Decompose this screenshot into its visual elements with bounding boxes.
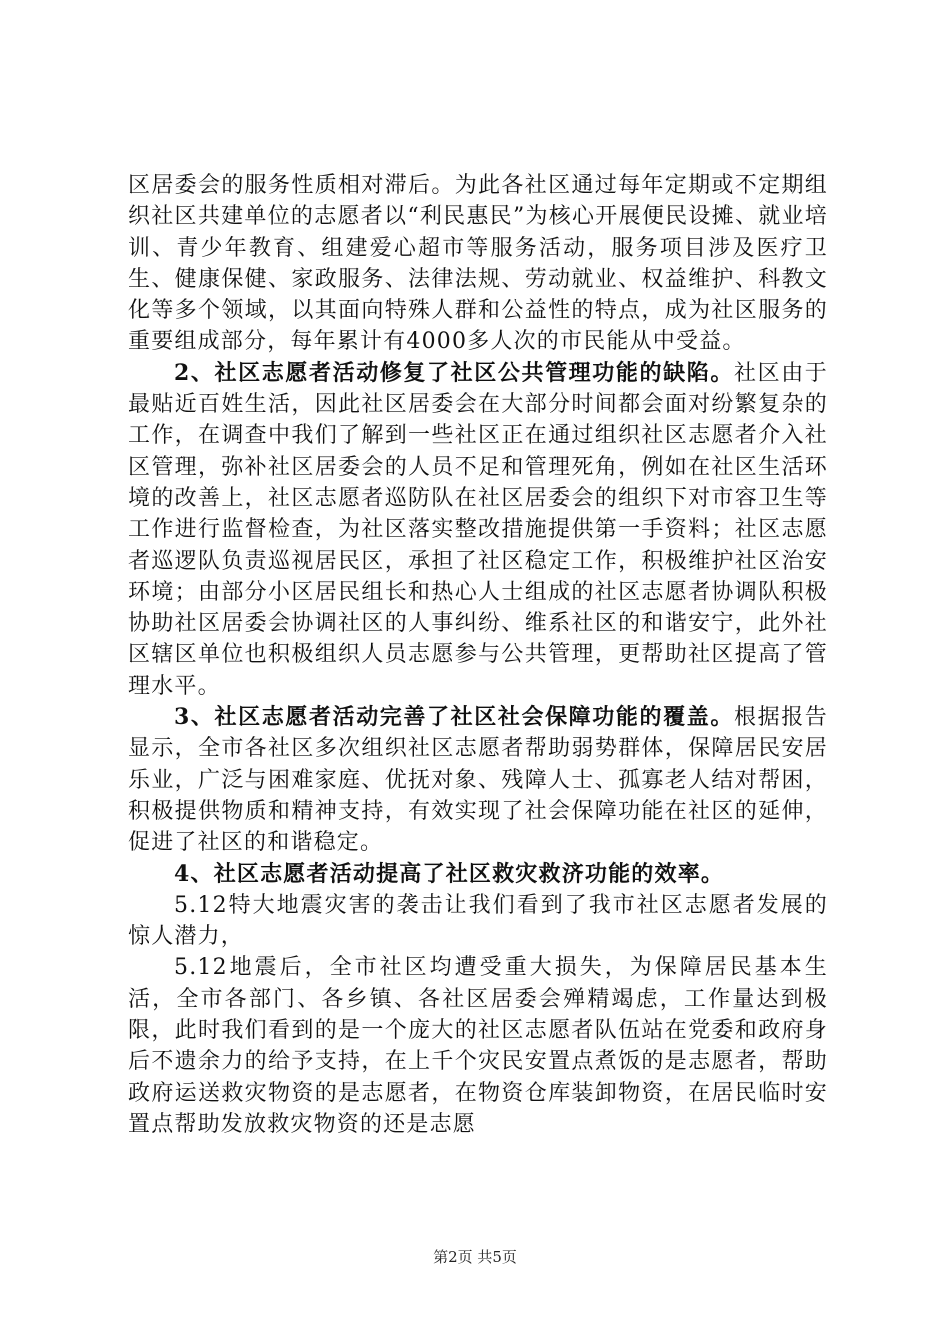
paragraph-text: 根据报告显示，全市各社区多次组织社区志愿者帮助弱势群体，保障居民安居乐业，广泛与困难家庭、优抚对象、残障人士、孤寡老人结对帮困，积极提供物质和精神支持，有效实现了社会保障功能在社区的延伸，促进了社区的和谐稳定。	[128, 705, 829, 856]
paragraph-social-security	[128, 702, 828, 858]
page-number-label: 第2页 共5页	[433, 1248, 517, 1266]
paragraph-heading: 4、社区志愿者活动提高了社区救灾救济功能的效率。	[174, 860, 725, 887]
paragraph-text: 社区由于最贴近百姓生活，因此社区居委会在大部分时间都会面对纷繁复杂的工作，在调查中我们了解到一些社区正在通过组织社区志愿者介入社区管理，弥补社区居委会的人员不足和管理死角，例如在社区生活环境的改善上，社区志愿者巡防队在社区居委会的组织下对市容卫生等工作进行监督检查，为社区落实整改措施提供第一手资料；社区志愿者巡逻队负责巡视居民区，承担了社区稳定工作，积极维护社区治安环境；由部分小区居民组长和热心人士组成的社区志愿者协调队积极协助社区居委会协调社区的人事纠纷、维系社区的和谐安宁，此外社区辖区单位也积极组织人员志愿参与公共管理，更帮助社区提高了管理水平。	[128, 360, 829, 699]
paragraph-text: 5.12特大地震灾害的袭击让我们看到了我市社区志愿者发展的惊人潜力，	[128, 892, 828, 950]
paragraph-earthquake-intro	[128, 890, 828, 953]
paragraph-service-continuation	[128, 170, 828, 358]
paragraph-text: 区居委会的服务性质相对滞后。为此各社区通过每年定期或不定期组织社区共建单位的志愿者以“利民惠民”为核心开展便民设摊、就业培训、青少年教育、组建爱心超市等服务活动，服务项目涉及医疗卫生、健康保健、家政服务、法律法规、劳动就业、权益维护、科教文化等多个领域，以其面向特殊人群和公益性的特点，成为社区服务的重要组成部分，每年累计有4000多人次的市民能从中受益。	[128, 173, 828, 355]
page-footer	[0, 1246, 950, 1267]
paragraph-heading: 2、社区志愿者活动修复了社区公共管理功能的缺陷。	[174, 359, 734, 386]
paragraph-heading: 3、社区志愿者活动完善了社区社会保障功能的覆盖。	[174, 704, 734, 731]
document-body	[128, 170, 828, 1140]
paragraph-earthquake-detail	[128, 952, 828, 1140]
paragraph-public-management	[128, 358, 828, 702]
paragraph-text: 5.12地震后，全市社区均遭受重大损失，为保障居民基本生活，全市各部门、各乡镇、各社区居委会殚精竭虑，工作量达到极限，此时我们看到的是一个庞大的社区志愿者队伍站在党委和政府身后不遗余力的给予支持，在上千个灾民安置点煮饭的是志愿者，帮助政府运送救灾物资的是志愿者，在物资仓库装卸物资，在居民临时安置点帮助发放救灾物资的还是志愿	[128, 955, 828, 1137]
paragraph-disaster-relief-heading	[128, 859, 828, 890]
